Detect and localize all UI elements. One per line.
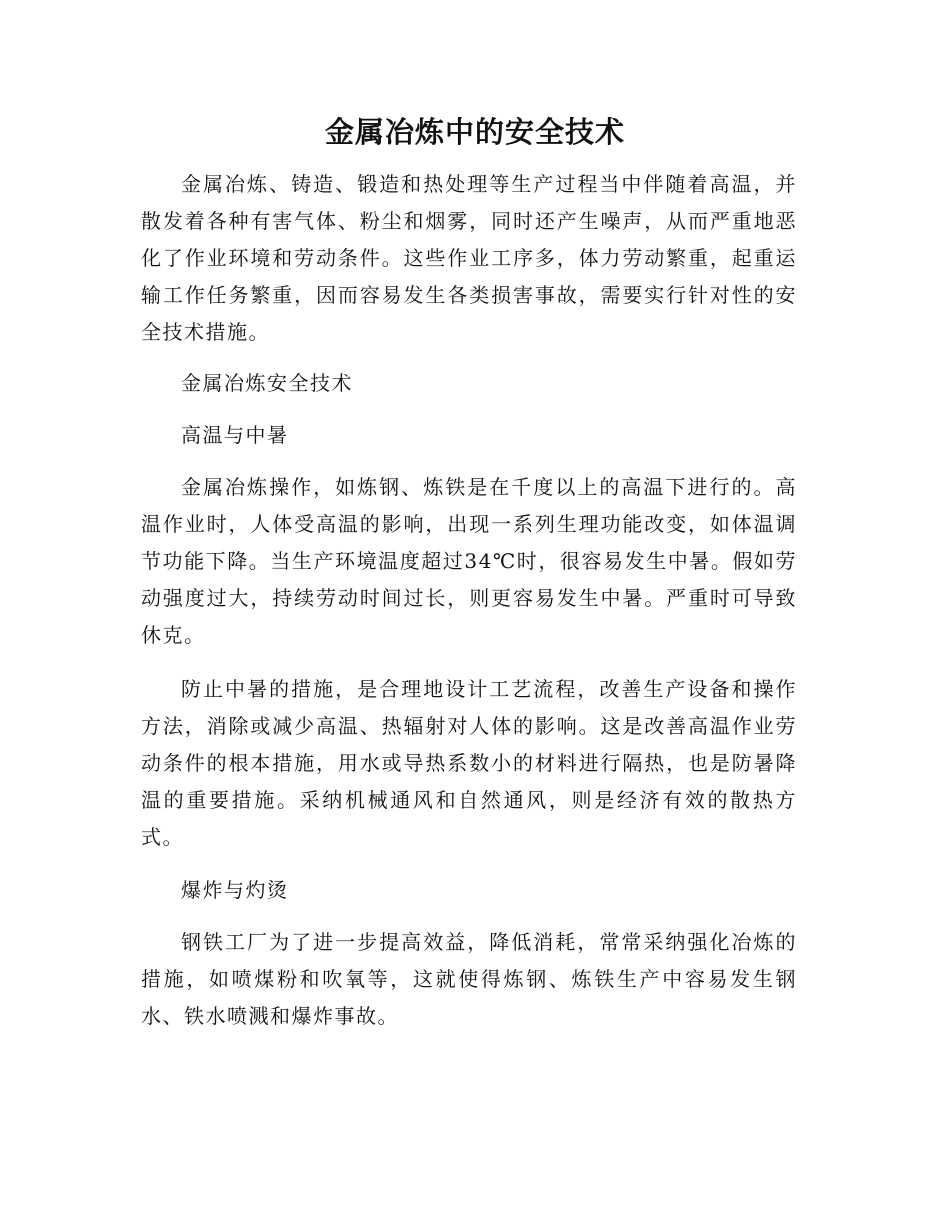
- subsection-heading-heat-stroke: 高温与中暑: [181, 423, 289, 447]
- explosion-paragraph: 钢铁工厂为了进一步提高效益，降低消耗，常常采纳强化冶炼的措施，如喷煤粉和吹氧等，这就使得炼钢、炼铁生产中容易发生钢水、铁水喷溅和爆炸事故。: [141, 930, 797, 1028]
- document-title: 金属冶炼中的安全技术: [324, 115, 625, 149]
- subsection-heading-explosion-burns: 爆炸与灼烫: [181, 878, 289, 902]
- intro-paragraph: 金属冶炼、铸造、锻造和热处理等生产过程当中伴随着高温，并散发着各种有害气体、粉尘和烟雾，同时还产生噪声，从而严重地恶化了作业环境和劳动条件。这些作业工序多，体力劳动繁重，起重运输工作任务繁重，因而容易发生各类损害事故，需要实行针对性的安全技术措施。: [141, 172, 797, 344]
- section-heading-metal-smelting-safety: 金属冶炼安全技术: [181, 371, 353, 395]
- heat-prevention-paragraph: 防止中暑的措施，是合理地设计工艺流程，改善生产设备和操作方法，消除或减少高温、热辐射对人体的影响。这是改善高温作业劳动条件的根本措施，用水或导热系数小的材料进行隔热，也是防暑降温的重要措施。采纳机械通风和自然通风，则是经济有效的散热方式。: [141, 677, 797, 849]
- heat-stroke-paragraph: 金属冶炼操作，如炼钢、炼铁是在千度以上的高温下进行的。高温作业时，人体受高温的影响，出现一系列生理功能改变，如体温调节功能下降。当生产环境温度超过34℃时，很容易发生中暑。假如劳动强度过大，持续劳动时间过长，则更容易发生中暑。严重时可导致休克。: [141, 475, 797, 647]
